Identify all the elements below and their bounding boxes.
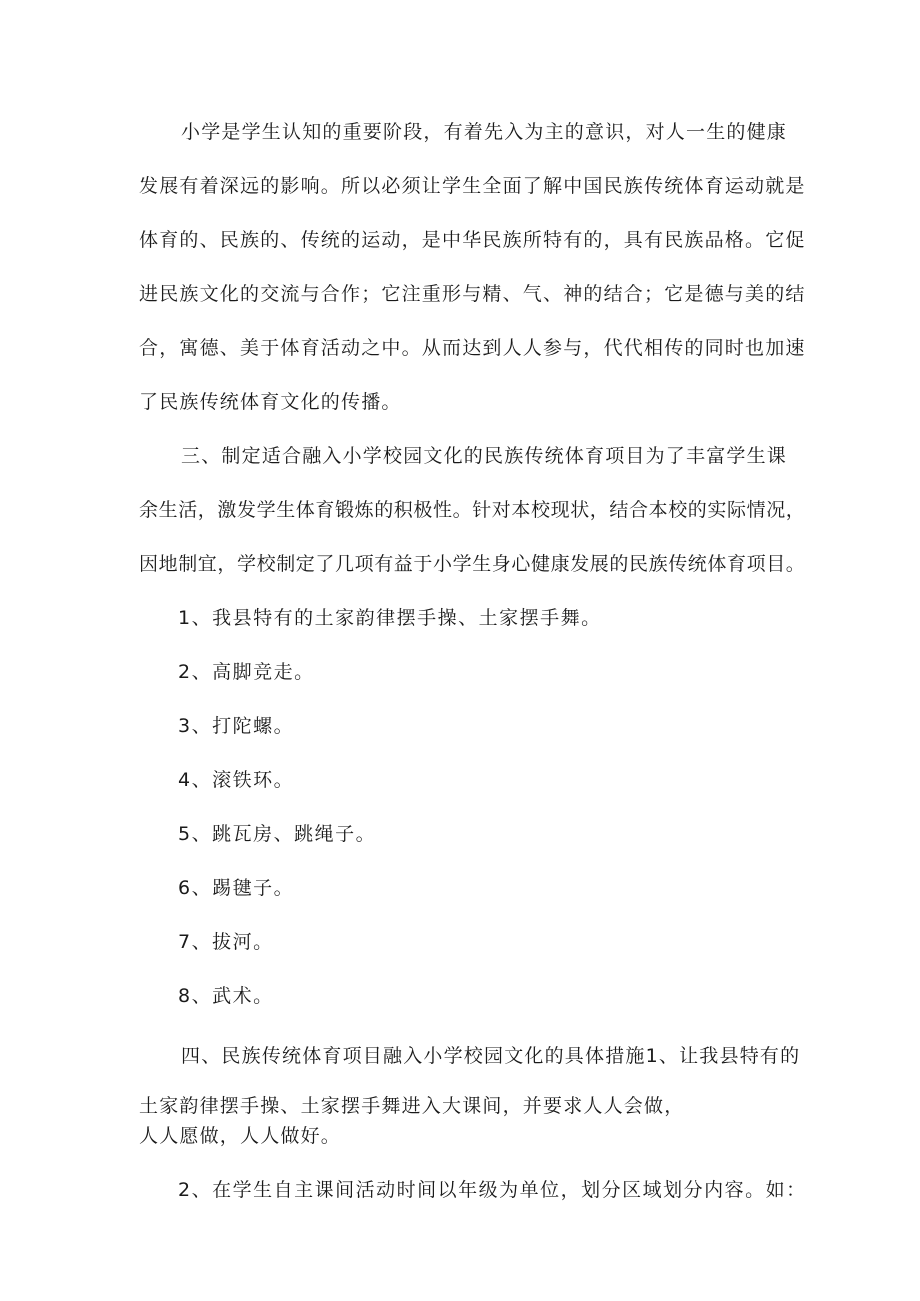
list-item: 5、跳瓦房、跳绳子。 [178, 823, 377, 845]
paragraph-line: 了民族传统体育文化的传播。 [139, 391, 402, 413]
list-item: 6、踢毽子。 [178, 877, 295, 899]
paragraph-line: 土家韵律摆手操、土家摆手舞进入大课间，并要求人人会做， [139, 1095, 685, 1117]
paragraph-line: 发展有着深远的影响。所以必须让学生全面了解中国民族传统体育运动就是 [139, 175, 806, 197]
paragraph-line: 体育的、民族的、传统的运动，是中华民族所特有的，具有民族品格。它促 [139, 229, 806, 251]
paragraph-line: 三、制定适合融入小学校园文化的民族传统体育项目为了丰富学生课 [181, 445, 788, 467]
paragraph-line: 因地制宜，学校制定了几项有益于小学生身心健康发展的民族传统体育项目。 [139, 553, 806, 575]
paragraph-line: 四、民族传统体育项目融入小学校园文化的具体措施1、让我县特有的 [181, 1045, 801, 1067]
paragraph-line: 人人愿做，人人做好。 [139, 1125, 342, 1147]
list-item: 7、拔河。 [178, 931, 274, 953]
paragraph-line: 2、在学生自主课间活动时间以年级为单位，划分区域划分内容。如： [178, 1179, 807, 1201]
list-item: 3、打陀螺。 [178, 715, 295, 737]
list-item: 8、武术。 [178, 985, 274, 1007]
paragraph-line: 合，寓德、美于体育活动之中。从而达到人人参与，代代相传的同时也加速 [139, 337, 806, 359]
list-item: 1、我县特有的土家韵律摆手操、土家摆手舞。 [178, 607, 602, 629]
paragraph-line: 进民族文化的交流与合作；它注重形与精、气、神的结合；它是德与美的结 [139, 283, 806, 305]
list-item: 4、滚铁环。 [178, 769, 295, 791]
paragraph-line: 小学是学生认知的重要阶段，有着先入为主的意识，对人一生的健康 [181, 121, 788, 143]
paragraph-line: 余生活，激发学生体育锻炼的积极性。针对本校现状，结合本校的实际情况， [139, 499, 806, 521]
list-item: 2、高脚竞走。 [178, 661, 315, 683]
